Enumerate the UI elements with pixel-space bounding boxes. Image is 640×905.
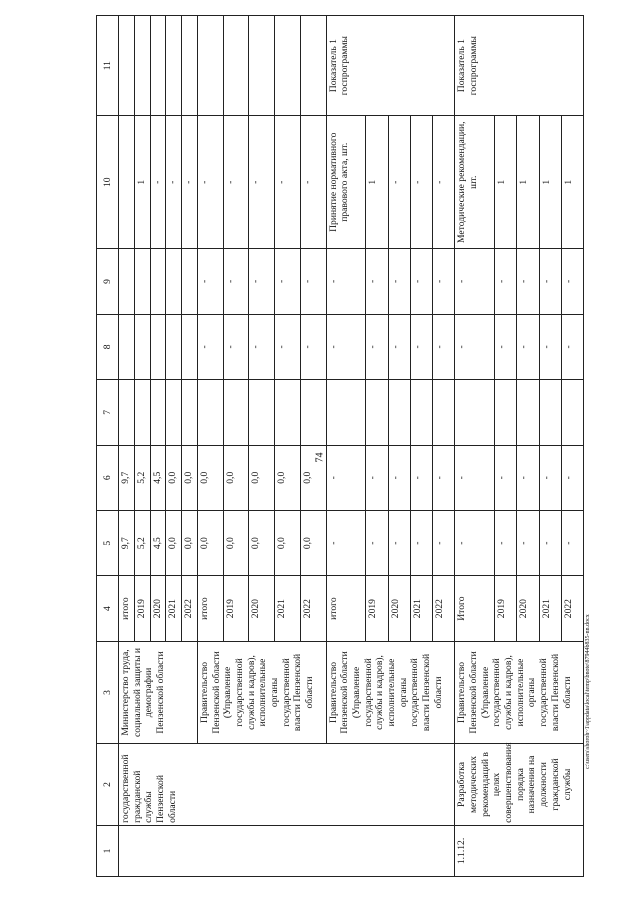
cell-c11 <box>134 16 150 116</box>
cell-c9 <box>182 249 198 314</box>
cell-c9: - <box>517 249 539 314</box>
cell-year: 2020 <box>517 576 539 641</box>
cell-c9: - <box>539 249 561 314</box>
cell-c5: 4,5 <box>150 510 166 575</box>
cell-c5: - <box>388 510 410 575</box>
cell-c7 <box>410 380 432 445</box>
cell-c5: - <box>366 510 388 575</box>
cell-year: 2020 <box>249 576 275 641</box>
cell-c5: 0,0 <box>300 510 326 575</box>
cell-c11 <box>300 16 326 116</box>
footer-path: c:\users\shoroh~1\appdata\local\temp\bnote\87944b835-nn.docx <box>585 614 591 769</box>
rotated-table-container <box>96 15 584 877</box>
col-header: 11 <box>97 16 119 116</box>
cell-c5: 0,0 <box>182 510 198 575</box>
cell-c6: - <box>366 445 388 510</box>
cell-c8: - <box>410 314 432 379</box>
cell-c8 <box>134 314 150 379</box>
cell-c10: - <box>223 116 249 249</box>
cell-c9 <box>118 249 134 314</box>
cell-c8: - <box>432 314 454 379</box>
cell-c7 <box>455 380 495 445</box>
cell-c11 <box>223 16 249 116</box>
cell-c7 <box>249 380 275 445</box>
cell-c9: - <box>388 249 410 314</box>
cell-year: 2021 <box>166 576 182 641</box>
cell-c8 <box>166 314 182 379</box>
cell-year: 2022 <box>561 576 583 641</box>
cell-year: Итого <box>455 576 495 641</box>
cell-c6: 0,0 <box>197 445 223 510</box>
cell-c10: - <box>432 116 454 249</box>
cell-c9: - <box>275 249 301 314</box>
cell-c6: 5,2 <box>134 445 150 510</box>
cell-c6: - <box>410 445 432 510</box>
page-number: 74 <box>314 452 326 463</box>
cell-c9: - <box>432 249 454 314</box>
col-header: 4 <box>97 576 119 641</box>
cell-year: итого <box>197 576 223 641</box>
cell-c6: - <box>388 445 410 510</box>
cell-c11 <box>249 16 275 116</box>
cell-c11 <box>118 16 134 116</box>
cell-c6: 0,0 <box>182 445 198 510</box>
cell-c9 <box>150 249 166 314</box>
cell-c7 <box>326 380 366 445</box>
cell-c7 <box>366 380 388 445</box>
cell-c7 <box>275 380 301 445</box>
cell-c8: - <box>561 314 583 379</box>
cell-c8: - <box>388 314 410 379</box>
cell-c9 <box>134 249 150 314</box>
cell-num <box>118 825 454 876</box>
cell-c5: 0,0 <box>197 510 223 575</box>
cell-c10: 1 <box>517 116 539 249</box>
cell-c11: Показатель 1 госпрограммы <box>455 16 584 116</box>
cell-c10: - <box>410 116 432 249</box>
cell-c6: - <box>561 445 583 510</box>
cell-c7 <box>388 380 410 445</box>
header-row <box>97 16 119 877</box>
cell-c10: - <box>166 116 182 249</box>
cell-c7 <box>197 380 223 445</box>
cell-c6: 4,5 <box>150 445 166 510</box>
cell-c5: - <box>410 510 432 575</box>
cell-c8: - <box>326 314 366 379</box>
cell-executor: Правительство Пензенской области (Управление государственной службы и кадров), исполнительные органы государственной власти Пензенской области <box>326 641 455 743</box>
cell-year: итого <box>118 576 134 641</box>
cell-year: 2022 <box>432 576 454 641</box>
cell-c10: 1 <box>134 116 150 249</box>
cell-c7 <box>495 380 517 445</box>
cell-c5: 9,7 <box>118 510 134 575</box>
cell-c10: - <box>249 116 275 249</box>
cell-c7 <box>118 380 134 445</box>
cell-activity: Разработка методических рекомендаций в целях совершенствования порядка назначения на должности гражданской службы <box>455 744 584 826</box>
cell-c7 <box>150 380 166 445</box>
cell-c11 <box>150 16 166 116</box>
cell-c8 <box>182 314 198 379</box>
cell-c11 <box>182 16 198 116</box>
cell-c10: - <box>197 116 223 249</box>
cell-c7 <box>517 380 539 445</box>
cell-c7 <box>134 380 150 445</box>
cell-c9: - <box>300 249 326 314</box>
cell-year: 2020 <box>150 576 166 641</box>
cell-year: 2019 <box>223 576 249 641</box>
cell-c9: - <box>495 249 517 314</box>
table-row <box>118 16 134 877</box>
cell-c11: Показатель 1 госпрограммы <box>326 16 455 116</box>
col-header: 2 <box>97 744 119 826</box>
cell-c10: - <box>150 116 166 249</box>
cell-c9: - <box>366 249 388 314</box>
table-row <box>455 16 495 877</box>
cell-year: 2019 <box>495 576 517 641</box>
cell-c10: - <box>182 116 198 249</box>
cell-c10: - <box>275 116 301 249</box>
cell-goal: государственной гражданской службы Пензенской области <box>118 744 454 826</box>
cell-c5: - <box>326 510 366 575</box>
cell-executor: Правительство Пензенской области (Управление государственной службы и кадров), исполнительные органы государственной власти Пензенской области <box>197 641 326 743</box>
cell-year: итого <box>326 576 366 641</box>
cell-c8: - <box>300 314 326 379</box>
cell-year: 2021 <box>539 576 561 641</box>
cell-c8: - <box>223 314 249 379</box>
plan-table <box>96 15 584 877</box>
cell-c7 <box>432 380 454 445</box>
cell-c8: - <box>366 314 388 379</box>
cell-year: 2020 <box>388 576 410 641</box>
col-header: 1 <box>97 825 119 876</box>
cell-c5: - <box>561 510 583 575</box>
col-header: 6 <box>97 445 119 510</box>
cell-c8 <box>150 314 166 379</box>
cell-num: 1.1.12. <box>455 825 584 876</box>
col-header: 8 <box>97 314 119 379</box>
cell-c9: - <box>197 249 223 314</box>
cell-c10 <box>118 116 134 249</box>
cell-c10: - <box>388 116 410 249</box>
cell-c6: - <box>432 445 454 510</box>
cell-c9: - <box>326 249 366 314</box>
cell-c7 <box>539 380 561 445</box>
cell-c6: - <box>326 445 366 510</box>
cell-c10: - <box>300 116 326 249</box>
cell-c7 <box>223 380 249 445</box>
cell-c5: 0,0 <box>275 510 301 575</box>
cell-indicator: Принятие нормативного правового акта, шт. <box>326 116 366 249</box>
cell-c9: - <box>249 249 275 314</box>
cell-c7 <box>300 380 326 445</box>
cell-c8: - <box>197 314 223 379</box>
cell-c10: 1 <box>366 116 388 249</box>
cell-year: 2019 <box>134 576 150 641</box>
cell-c6: - <box>517 445 539 510</box>
cell-year: 2022 <box>182 576 198 641</box>
cell-c5: 5,2 <box>134 510 150 575</box>
cell-c6: 0,0 <box>249 445 275 510</box>
cell-c8: - <box>517 314 539 379</box>
cell-c8: - <box>495 314 517 379</box>
cell-c5: - <box>495 510 517 575</box>
cell-c7 <box>182 380 198 445</box>
cell-year: 2019 <box>366 576 388 641</box>
cell-c6: 0,0 <box>275 445 301 510</box>
cell-executor: Министерство труда, социальной защиты и демографии Пензенской области <box>118 641 197 743</box>
col-header: 5 <box>97 510 119 575</box>
cell-year: 2022 <box>300 576 326 641</box>
cell-c8: - <box>249 314 275 379</box>
cell-c10: 1 <box>539 116 561 249</box>
cell-c9: - <box>455 249 495 314</box>
cell-c5: 0,0 <box>249 510 275 575</box>
cell-c9 <box>166 249 182 314</box>
cell-year: 2021 <box>410 576 432 641</box>
cell-c8: - <box>539 314 561 379</box>
cell-c5: - <box>517 510 539 575</box>
cell-c6: 0,0 <box>300 445 326 510</box>
col-header: 7 <box>97 380 119 445</box>
cell-c11 <box>197 16 223 116</box>
cell-c6: - <box>539 445 561 510</box>
cell-c5: 0,0 <box>166 510 182 575</box>
cell-c10: 1 <box>495 116 517 249</box>
col-header: 10 <box>97 116 119 249</box>
cell-c11 <box>275 16 301 116</box>
cell-c9: - <box>223 249 249 314</box>
cell-c9: - <box>561 249 583 314</box>
cell-c6: 9,7 <box>118 445 134 510</box>
cell-c8 <box>118 314 134 379</box>
cell-c11 <box>166 16 182 116</box>
cell-c5: - <box>432 510 454 575</box>
cell-year: 2021 <box>275 576 301 641</box>
col-header: 9 <box>97 249 119 314</box>
cell-c6: - <box>455 445 495 510</box>
cell-c8: - <box>275 314 301 379</box>
cell-executor: Правительство Пензенской области (Управление государственной службы и кадров), исполнительные органы государственной власти Пензенской области <box>455 641 584 743</box>
cell-c8: - <box>455 314 495 379</box>
cell-indicator: Методические рекомендации, шт. <box>455 116 495 249</box>
cell-c6: 0,0 <box>223 445 249 510</box>
cell-c9: - <box>410 249 432 314</box>
cell-c6: - <box>495 445 517 510</box>
cell-c5: - <box>455 510 495 575</box>
col-header: 3 <box>97 641 119 743</box>
cell-c5: - <box>539 510 561 575</box>
cell-c5: 0,0 <box>223 510 249 575</box>
cell-c7 <box>166 380 182 445</box>
cell-c7 <box>561 380 583 445</box>
cell-c6: 0,0 <box>166 445 182 510</box>
cell-c10: 1 <box>561 116 583 249</box>
